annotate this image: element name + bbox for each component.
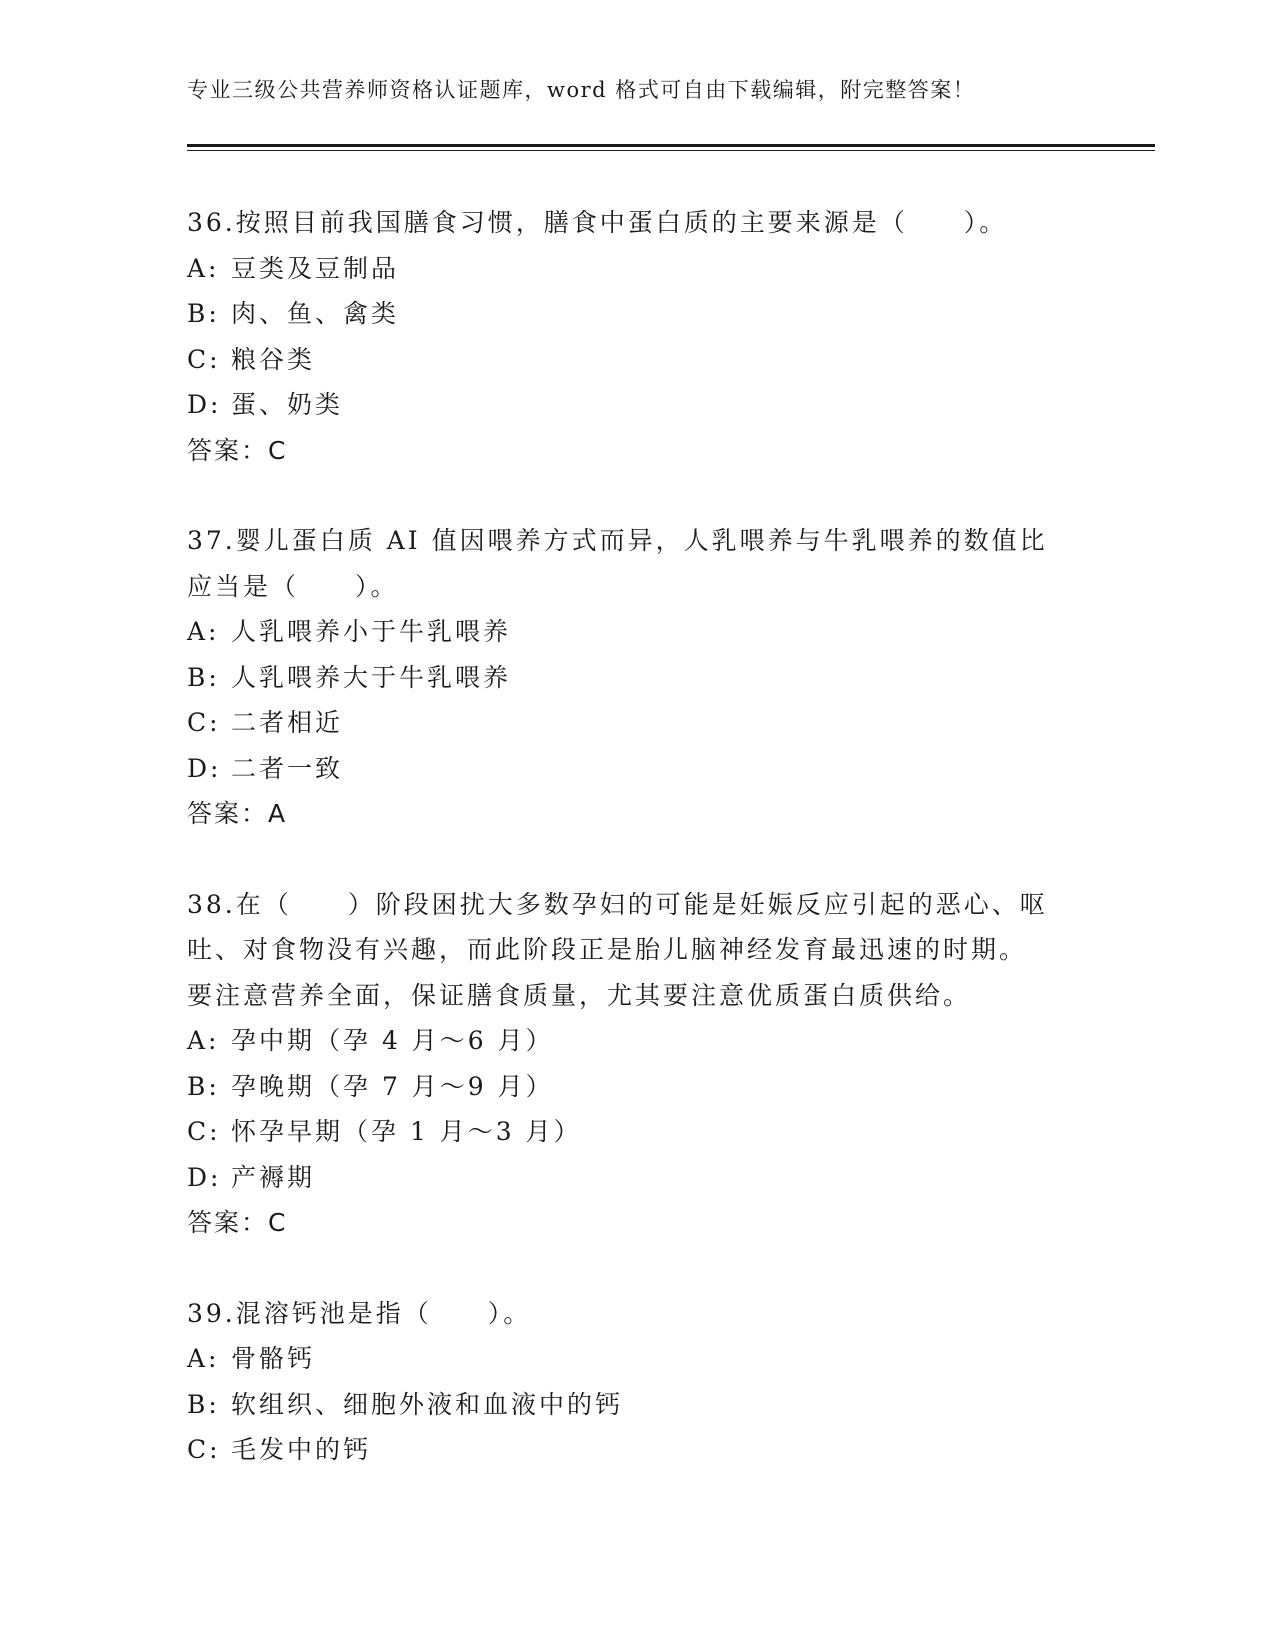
question-stem: 吐、对食物没有兴趣，而此阶段正是胎儿脑神经发育最迅速的时期。 [187, 935, 1028, 964]
option-letter: B: [187, 1071, 220, 1101]
option-b [187, 1382, 1087, 1428]
question-stem: 38.在（ ）阶段困扰大多数孕妇的可能是妊娠反应引起的恶心、呕 [187, 889, 1048, 919]
answer-line: 答案：C [187, 435, 288, 465]
option-a [187, 609, 1087, 655]
option-letter: B: [187, 299, 220, 328]
option-letter: D: [187, 753, 222, 783]
option-text: 二者相近 [231, 708, 344, 737]
question-38 [187, 882, 1087, 1246]
option-letter: A: [187, 1344, 220, 1373]
option-text: 骨骼钙 [231, 1344, 316, 1373]
question-stem: 要注意营养全面，保证膳食质量，尤其要注意优质蛋白质供给。 [187, 980, 972, 1010]
option-letter: C: [187, 344, 221, 374]
option-c [187, 1109, 1087, 1155]
question-stem: 应当是（ ）。 [187, 571, 399, 601]
option-text: 蛋、奶类 [231, 390, 344, 419]
question-stem: 37.婴儿蛋白质 AI 值因喂养方式而异，人乳喂养与牛乳喂养的数值比 [187, 526, 1048, 555]
option-c [187, 700, 1087, 746]
option-a [187, 246, 1087, 292]
option-letter: C: [187, 1117, 221, 1146]
option-d [187, 1155, 1087, 1201]
option-letter: D: [187, 390, 222, 419]
answer-line: 答案：A [187, 799, 288, 828]
question-stem: 36.按照目前我国膳食习惯，膳食中蛋白质的主要来源是（ ）。 [187, 208, 1008, 237]
option-text: 人乳喂养大于牛乳喂养 [231, 662, 512, 692]
option-d [187, 382, 1087, 428]
option-text: 软组织、细胞外液和血液中的钙 [231, 1389, 624, 1419]
option-b [187, 291, 1087, 337]
option-a [187, 1336, 1087, 1382]
option-b [187, 1064, 1087, 1110]
header-rule [187, 144, 1155, 151]
option-text: 孕中期（孕 4 月～6 月） [231, 1026, 554, 1055]
option-text: 孕晚期（孕 7 月～9 月） [231, 1071, 554, 1101]
option-text: 二者一致 [231, 753, 344, 783]
option-text: 人乳喂养小于牛乳喂养 [231, 617, 512, 646]
answer-line: 答案：C [187, 1208, 288, 1237]
question-37 [187, 518, 1087, 837]
option-b [187, 655, 1087, 701]
option-c [187, 337, 1087, 383]
option-letter: B: [187, 662, 220, 692]
question-36 [187, 200, 1087, 473]
option-d [187, 746, 1087, 792]
option-text: 豆类及豆制品 [231, 253, 400, 283]
question-39 [187, 1291, 1087, 1473]
question-stem: 39.混溶钙池是指（ ）。 [187, 1298, 532, 1328]
option-text: 粮谷类 [231, 344, 316, 374]
option-letter: D: [187, 1162, 222, 1192]
option-letter: C: [187, 1435, 221, 1464]
option-a [187, 1018, 1087, 1064]
option-text: 毛发中的钙 [231, 1435, 372, 1464]
question-list [187, 200, 1087, 1518]
option-text: 肉、鱼、禽类 [231, 299, 400, 328]
option-text: 怀孕早期（孕 1 月～3 月） [231, 1117, 582, 1146]
page-header: 专业三级公共营养师资格认证题库，word 格式可自由下载编辑，附完整答案！ [187, 78, 976, 102]
option-letter: B: [187, 1389, 220, 1419]
option-letter: A: [187, 1026, 220, 1055]
option-letter: A: [187, 253, 220, 283]
option-letter: C: [187, 708, 221, 737]
option-text: 产褥期 [231, 1162, 316, 1192]
option-c [187, 1427, 1087, 1473]
option-letter: A: [187, 617, 220, 646]
